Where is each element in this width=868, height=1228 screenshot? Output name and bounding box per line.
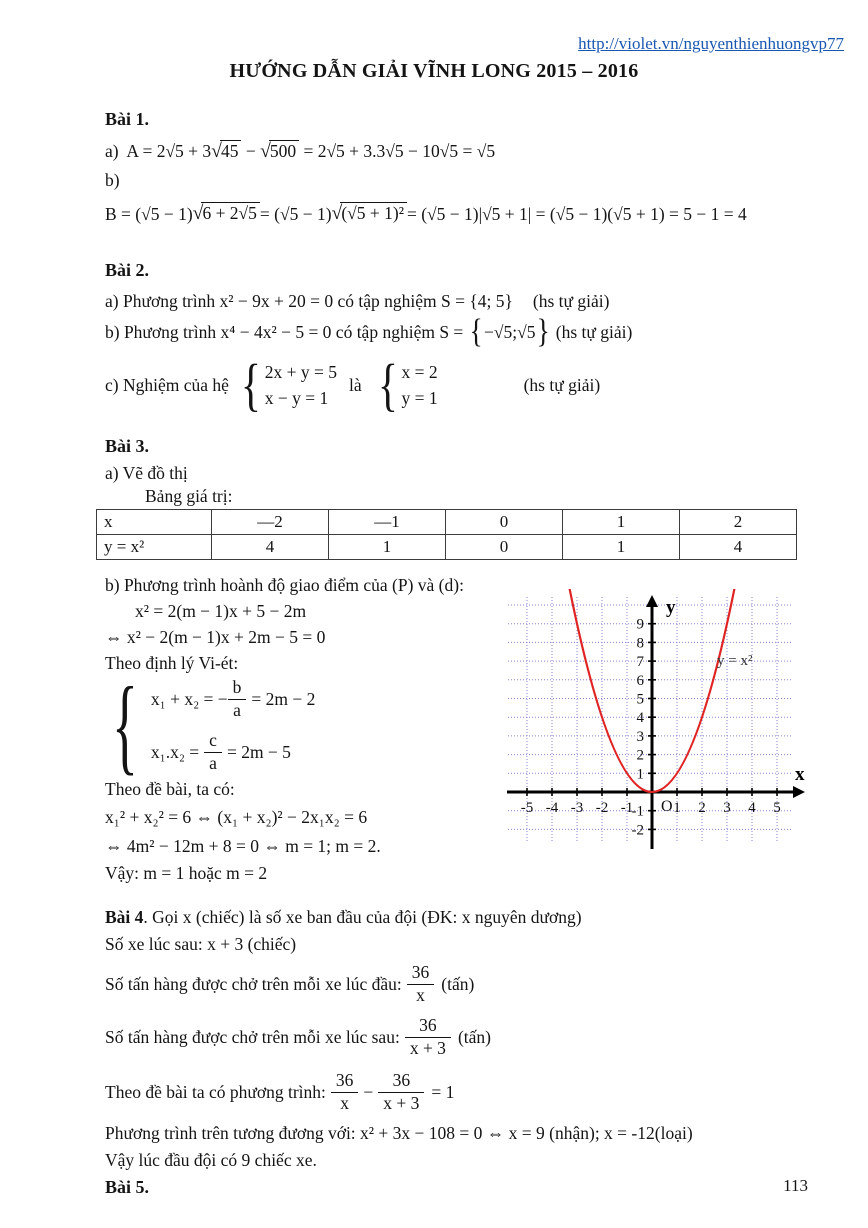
- left-brace: {: [377, 351, 398, 417]
- svg-text:7: 7: [636, 654, 644, 671]
- fraction: [378, 1070, 424, 1115]
- numerator: 36: [331, 1070, 359, 1093]
- numerator: 36: [378, 1070, 424, 1093]
- note-hs-tu-giai: (hs tự giải): [555, 321, 633, 342]
- sqrt-sign: √: [260, 141, 271, 162]
- bai4-line6: Phương trình trên tương đương với: x² + 3x − 108 = 0 ⇔ x = 9 (nhận); x = -12(loại): [105, 1123, 693, 1143]
- bai3-conclusion: Vậy: m = 1 hoặc m = 2: [105, 863, 268, 883]
- math-text: = 2m − 2: [251, 689, 316, 710]
- equation-system: [237, 351, 337, 417]
- bai3-thede: Theo đề bài, ta có:: [105, 779, 235, 799]
- svg-text:-2: -2: [631, 822, 644, 839]
- bai3-eq2: ⇔ x² − 2(m − 1)x + 2m − 5 = 0: [105, 627, 326, 647]
- text: Số tấn hàng được chở trên mỗi xe lúc sau:: [105, 1026, 400, 1047]
- system-equation: 2x + y = 5: [264, 362, 337, 382]
- radicand: (√5 + 1)²: [340, 202, 407, 223]
- svg-text:1: 1: [673, 800, 681, 816]
- svg-text:-1: -1: [620, 800, 634, 816]
- page-number: 113: [783, 1176, 808, 1195]
- equation-system: [374, 351, 438, 417]
- bai4-line7: Vậy lúc đầu đội có 9 chiếc xe.: [105, 1150, 317, 1170]
- table-row: [97, 510, 797, 535]
- system-equation: x = 2: [401, 362, 438, 382]
- svg-text:8: 8: [636, 635, 644, 652]
- bai1-line-a: [105, 136, 847, 167]
- math-text: a) Phương trình x² − 9x + 20 = 0 có tập nghiệm S = {4; 5}: [105, 291, 513, 311]
- denominator: x + 3: [383, 1092, 420, 1113]
- math-text: x₁ + x₂ = −: [150, 689, 228, 710]
- math-text: A = 2√5 + 3: [126, 141, 212, 161]
- table-row: [97, 535, 797, 560]
- svg-text:4: 4: [748, 800, 756, 816]
- note-hs-tu-giai: (hs tự giải): [532, 291, 610, 311]
- radicand: 500: [269, 140, 299, 161]
- text: Số tấn hàng được chở trên mỗi xe lúc đầu:: [105, 973, 402, 994]
- svg-text:9: 9: [636, 616, 644, 633]
- system-equation: y = 1: [401, 388, 438, 408]
- viet-equation-1: [151, 677, 316, 722]
- math-text: B = (√5 − 1): [105, 203, 193, 224]
- svg-text:-1: -1: [631, 803, 644, 820]
- math-text: x₁.x₂ =: [150, 741, 200, 762]
- left-brace: {: [240, 351, 261, 417]
- bai3-viet-label: Theo định lý Vi-ét:: [105, 653, 239, 673]
- bai3-line-a: a) Vẽ đồ thị: [105, 463, 188, 483]
- math-text: = 1: [431, 1081, 455, 1102]
- text: Theo đề bài ta có phương trình:: [105, 1081, 326, 1102]
- denominator: a: [209, 752, 217, 773]
- bai4-line5: [105, 1064, 847, 1120]
- fraction: [405, 1015, 451, 1060]
- svg-text:-2: -2: [595, 800, 609, 816]
- numerator: 36: [407, 962, 435, 985]
- table-cell: x: [97, 510, 212, 535]
- math-text: = 2√5 + 3.3√5 − 10√5 = √5: [299, 141, 496, 161]
- denominator: a: [233, 700, 241, 721]
- unit-label: (tấn): [457, 1026, 491, 1047]
- value-table: [96, 509, 797, 560]
- bai2-line-a: [105, 287, 847, 315]
- svg-text:5: 5: [636, 691, 644, 708]
- table-cell: 1: [329, 535, 446, 560]
- math-text: là: [349, 374, 362, 395]
- text: . Gọi x (chiếc) là số xe ban đầu của đội (ĐK: x nguyên dương): [143, 907, 582, 927]
- table-cell: 4: [212, 535, 329, 560]
- fraction: [228, 677, 247, 722]
- fraction: [204, 730, 222, 775]
- bai3-eq4: ⇔ 4m² − 12m + 8 = 0 ⇔ m = 1; m = 2.: [105, 836, 381, 856]
- bai3-eq1: x² = 2(m − 1)x + 5 − 2m: [135, 601, 307, 621]
- bai3-heading: Bài 3.: [105, 436, 150, 456]
- header-url-link[interactable]: http://violet.vn/nguyenthienhuongvp77: [578, 34, 844, 53]
- sqrt-expression: [260, 141, 299, 161]
- numerator: 36: [405, 1015, 451, 1038]
- minus-sign: −: [363, 1081, 374, 1102]
- table-cell: 1: [563, 510, 680, 535]
- right-brace: }: [537, 312, 551, 350]
- sqrt-sign: √: [211, 141, 222, 162]
- left-brace: {: [469, 312, 483, 350]
- bai4-line2: Số xe lúc sau: x + 3 (chiếc): [105, 934, 297, 954]
- bai3-eq3: x₁² + x₂² = 6 ⇔ (x₁ + x₂)² − 2x₁x₂ = 6: [105, 807, 368, 827]
- bai1-equation-b: [105, 193, 847, 235]
- bai1-line-b-label: [105, 167, 847, 193]
- svg-text:2: 2: [698, 800, 706, 816]
- parabola-graph: [505, 589, 807, 855]
- fraction: [331, 1070, 359, 1115]
- bai2-line-b: [105, 312, 847, 350]
- svg-text:-4: -4: [545, 800, 559, 816]
- svg-text:4: 4: [636, 710, 644, 727]
- table-cell: 0: [446, 510, 563, 535]
- denominator: x: [340, 1092, 350, 1113]
- solution-set: −√5;√5: [484, 321, 536, 342]
- bai3-line-b-title: b) Phương trình hoành độ giao điểm của (P) và (d):: [105, 575, 464, 595]
- radicand: 6 + 2√5: [201, 202, 259, 223]
- svg-text:5: 5: [773, 800, 781, 816]
- sqrt-sign: √: [331, 203, 343, 224]
- bai5-heading: Bài 5.: [105, 1177, 150, 1197]
- system-equation: x − y = 1: [264, 388, 329, 408]
- table-cell: —2: [212, 510, 329, 535]
- math-text: c) Nghiệm của hệ: [105, 374, 229, 395]
- denominator: x + 3: [409, 1037, 446, 1058]
- svg-text:y: y: [666, 597, 676, 618]
- viet-equation-2: [151, 730, 316, 775]
- numerator: b: [228, 677, 247, 700]
- table-cell: —1: [329, 510, 446, 535]
- item-label: a): [105, 141, 119, 161]
- sqrt-expression: [332, 203, 407, 225]
- bai4-line3: [105, 958, 847, 1010]
- table-cell: y = x²: [97, 535, 212, 560]
- math-text: = (√5 − 1): [259, 203, 332, 224]
- bai2-line-c: [105, 351, 847, 419]
- svg-text:x: x: [795, 764, 805, 785]
- item-label: b): [105, 170, 120, 190]
- svg-text:O: O: [661, 798, 673, 815]
- svg-text:1: 1: [636, 766, 644, 783]
- math-text: b) Phương trình x⁴ − 4x² − 5 = 0 có tập nghiệm S =: [105, 321, 464, 342]
- svg-text:y = x²: y = x²: [717, 653, 753, 669]
- sqrt-expression: [211, 141, 241, 161]
- denominator: x: [416, 984, 425, 1005]
- radicand: 45: [220, 140, 242, 161]
- numerator: c: [204, 730, 222, 753]
- table-cell: 1: [563, 535, 680, 560]
- unit-label: (tấn): [441, 973, 475, 994]
- svg-text:3: 3: [636, 728, 644, 745]
- table-caption: Bảng giá trị:: [145, 486, 233, 506]
- sqrt-sign: √: [192, 203, 204, 224]
- svg-text:-3: -3: [570, 800, 584, 816]
- note-hs-tu-giai: (hs tự giải): [523, 374, 601, 395]
- math-text: = 2m − 5: [226, 741, 291, 762]
- bai4-line4: [105, 1010, 847, 1064]
- table-cell: 0: [446, 535, 563, 560]
- left-brace: {: [111, 666, 138, 786]
- bai4-heading-line: [105, 904, 847, 931]
- fraction: [407, 962, 435, 1007]
- sqrt-expression: [193, 203, 260, 225]
- svg-text:3: 3: [723, 800, 731, 816]
- bai1-heading: Bài 1.: [105, 109, 150, 129]
- svg-text:2: 2: [636, 747, 644, 764]
- svg-text:6: 6: [636, 672, 644, 689]
- table-cell: 2: [680, 510, 797, 535]
- doc-title: HƯỚNG DẪN GIẢI VĨNH LONG 2015 – 2016: [229, 60, 639, 82]
- table-cell: 4: [680, 535, 797, 560]
- bai2-heading: Bài 2.: [105, 260, 150, 280]
- svg-text:-5: -5: [520, 800, 534, 816]
- bai4-heading: Bài 4: [105, 907, 144, 927]
- math-text: −: [241, 141, 261, 161]
- math-text: = (√5 − 1)|√5 + 1| = (√5 − 1)(√5 + 1) = 5 − 1 = 4: [406, 203, 747, 224]
